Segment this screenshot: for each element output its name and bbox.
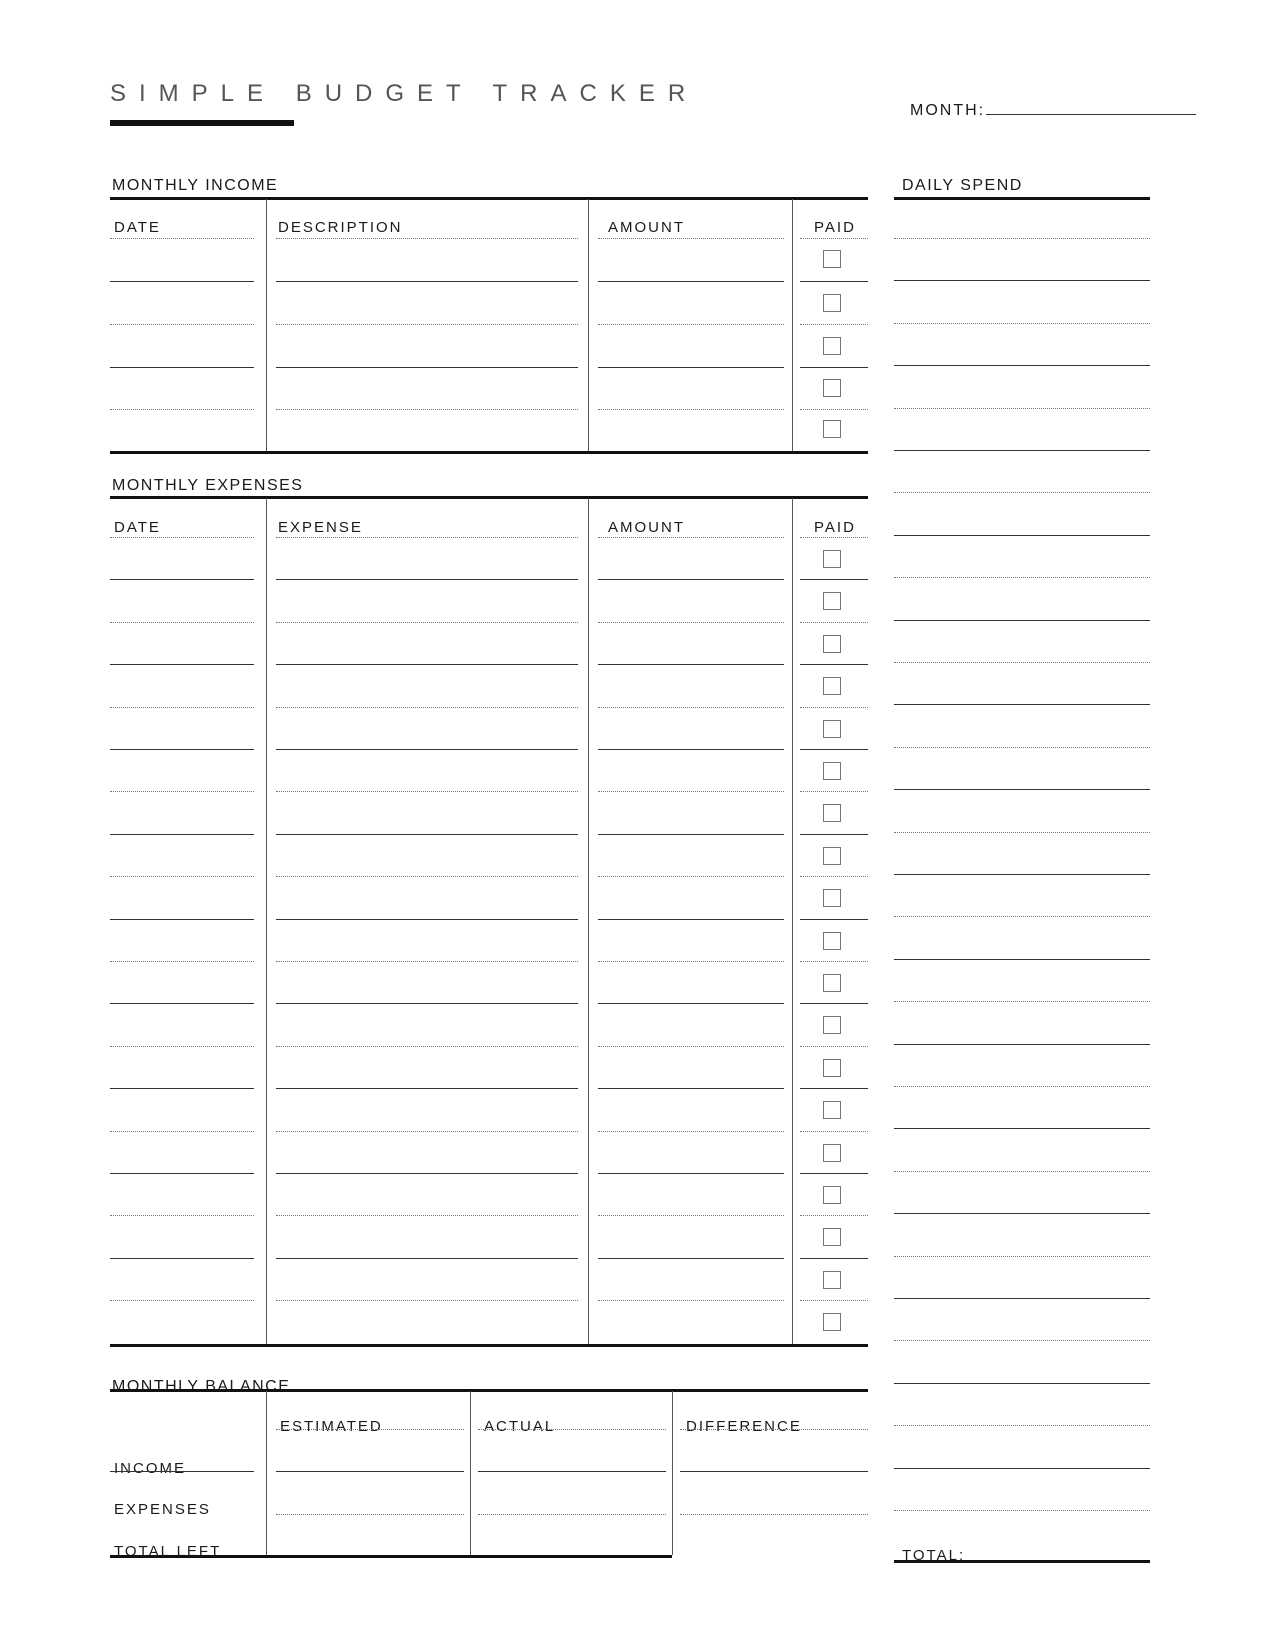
expenses-row-rule <box>598 1131 784 1132</box>
expenses-row-rule <box>598 1088 784 1089</box>
balance-header-difference: DIFFERENCE <box>686 1418 802 1435</box>
expenses-row-rule <box>110 707 254 708</box>
daily-spend-line <box>894 1340 1150 1341</box>
expenses-paid-checkbox[interactable] <box>823 932 841 950</box>
expenses-paid-checkbox[interactable] <box>823 1228 841 1246</box>
month-label: MONTH: <box>910 102 986 119</box>
daily-spend-line <box>894 577 1150 578</box>
balance-column-divider <box>266 1391 267 1555</box>
expenses-row-rule <box>598 537 784 538</box>
balance-header-rule <box>478 1429 666 1430</box>
expenses-row-rule <box>276 664 578 665</box>
expenses-row-rule <box>276 791 578 792</box>
expenses-row-rule <box>598 707 784 708</box>
expenses-row-rule <box>800 537 868 538</box>
income-row-rule <box>800 281 868 282</box>
expenses-row-rule <box>800 1003 868 1004</box>
balance-row-rule <box>478 1514 666 1515</box>
expenses-bottom-rule <box>110 1344 868 1347</box>
daily-spend-line <box>894 789 1150 790</box>
income-row-rule <box>276 281 578 282</box>
expenses-row-rule <box>800 1173 868 1174</box>
expenses-paid-checkbox[interactable] <box>823 592 841 610</box>
expenses-row-rule <box>800 1131 868 1132</box>
daily-spend-line <box>894 1086 1150 1087</box>
income-header-amount: AMOUNT <box>608 219 685 236</box>
expenses-row-rule <box>276 834 578 835</box>
expenses-row-rule <box>598 1215 784 1216</box>
income-row-rule <box>276 238 578 239</box>
expenses-row-rule <box>276 961 578 962</box>
balance-row-rule <box>478 1471 666 1472</box>
income-paid-checkbox[interactable] <box>823 250 841 268</box>
expenses-row-rule <box>276 1300 578 1301</box>
daily-spend-line <box>894 916 1150 917</box>
daily-total-label: TOTAL: <box>902 1547 966 1564</box>
daily-total-rule <box>894 1560 1150 1563</box>
expenses-row-rule <box>800 1258 868 1259</box>
income-row-rule <box>598 324 784 325</box>
daily-spend-line <box>894 1256 1150 1257</box>
income-column-divider <box>588 199 589 451</box>
daily-spend-line <box>894 1044 1150 1045</box>
daily-spend-line <box>894 959 1150 960</box>
balance-row-rule <box>110 1471 254 1472</box>
expenses-paid-checkbox[interactable] <box>823 1313 841 1331</box>
expenses-row-rule <box>110 791 254 792</box>
expenses-top-rule <box>110 496 868 499</box>
expenses-column-divider <box>588 498 589 1344</box>
income-section-title: MONTHLY INCOME <box>112 177 279 194</box>
daily-spend-line <box>894 704 1150 705</box>
expenses-row-rule <box>800 1046 868 1047</box>
expenses-paid-checkbox[interactable] <box>823 635 841 653</box>
expenses-paid-checkbox[interactable] <box>823 1101 841 1119</box>
expenses-row-rule <box>598 834 784 835</box>
balance-row-expenses: EXPENSES <box>114 1501 211 1518</box>
daily-spend-line <box>894 1171 1150 1172</box>
income-row-rule <box>800 409 868 410</box>
expenses-row-rule <box>276 1215 578 1216</box>
daily-spend-line <box>894 1001 1150 1002</box>
expenses-row-rule <box>110 622 254 623</box>
daily-spend-line <box>894 1425 1150 1426</box>
expenses-row-rule <box>598 919 784 920</box>
daily-spend-line <box>894 1468 1150 1469</box>
balance-header-rule <box>276 1429 464 1430</box>
balance-column-divider <box>672 1391 673 1555</box>
expenses-row-rule <box>800 1300 868 1301</box>
daily-spend-line <box>894 1383 1150 1384</box>
expenses-row-rule <box>276 537 578 538</box>
expenses-row-rule <box>276 1131 578 1132</box>
expenses-row-rule <box>598 876 784 877</box>
expenses-row-rule <box>800 707 868 708</box>
expenses-row-rule <box>598 1258 784 1259</box>
expenses-row-rule <box>276 1173 578 1174</box>
expenses-row-rule <box>598 1046 784 1047</box>
daily-spend-line <box>894 1510 1150 1511</box>
daily-spend-line <box>894 450 1150 451</box>
expenses-paid-checkbox[interactable] <box>823 889 841 907</box>
expenses-row-rule <box>598 579 784 580</box>
income-row-rule <box>276 409 578 410</box>
income-paid-checkbox[interactable] <box>823 379 841 397</box>
expenses-paid-checkbox[interactable] <box>823 720 841 738</box>
daily-spend-line <box>894 280 1150 281</box>
expenses-row-rule <box>598 1003 784 1004</box>
daily-top-rule <box>894 197 1150 200</box>
balance-header-estimated: ESTIMATED <box>280 1418 383 1435</box>
daily-spend-line <box>894 620 1150 621</box>
expenses-row-rule <box>110 664 254 665</box>
expenses-row-rule <box>598 622 784 623</box>
income-row-rule <box>110 367 254 368</box>
income-paid-checkbox[interactable] <box>823 294 841 312</box>
expenses-row-rule <box>110 1003 254 1004</box>
income-header-description: DESCRIPTION <box>278 219 403 236</box>
daily-spend-line <box>894 323 1150 324</box>
daily-spend-line <box>894 408 1150 409</box>
income-paid-checkbox[interactable] <box>823 420 841 438</box>
expenses-row-rule <box>110 834 254 835</box>
expenses-row-rule <box>800 919 868 920</box>
balance-header-rule <box>680 1429 868 1430</box>
expenses-paid-checkbox[interactable] <box>823 1186 841 1204</box>
income-row-rule <box>110 324 254 325</box>
expenses-row-rule <box>800 961 868 962</box>
daily-spend-line <box>894 662 1150 663</box>
expenses-row-rule <box>598 1300 784 1301</box>
expenses-row-rule <box>110 1088 254 1089</box>
balance-section-title: MONTHLY BALANCE <box>112 1378 291 1395</box>
expenses-row-rule <box>276 876 578 877</box>
expenses-row-rule <box>276 707 578 708</box>
expenses-header-paid: PAID <box>814 519 856 536</box>
expenses-paid-checkbox[interactable] <box>823 762 841 780</box>
expenses-row-rule <box>110 1215 254 1216</box>
income-paid-checkbox[interactable] <box>823 337 841 355</box>
income-top-rule <box>110 197 868 200</box>
balance-top-rule <box>110 1389 868 1392</box>
expenses-paid-checkbox[interactable] <box>823 974 841 992</box>
expenses-row-rule <box>598 749 784 750</box>
income-row-rule <box>598 367 784 368</box>
expenses-row-rule <box>276 1258 578 1259</box>
daily-spend-line <box>894 1128 1150 1129</box>
expenses-row-rule <box>800 1215 868 1216</box>
income-row-rule <box>800 324 868 325</box>
expenses-row-rule <box>800 749 868 750</box>
expenses-row-rule <box>276 1046 578 1047</box>
expenses-row-rule <box>800 664 868 665</box>
expenses-row-rule <box>110 1258 254 1259</box>
expenses-row-rule <box>110 749 254 750</box>
income-row-rule <box>276 367 578 368</box>
expenses-row-rule <box>598 791 784 792</box>
balance-header-actual: ACTUAL <box>484 1418 556 1435</box>
balance-row-rule <box>276 1471 464 1472</box>
expenses-header-date: DATE <box>114 519 161 536</box>
expenses-row-rule <box>276 1003 578 1004</box>
income-row-rule <box>598 281 784 282</box>
expenses-paid-checkbox[interactable] <box>823 677 841 695</box>
balance-bottom-rule <box>110 1555 672 1558</box>
income-row-rule <box>800 367 868 368</box>
daily-spend-line <box>894 365 1150 366</box>
expenses-column-divider <box>266 498 267 1344</box>
balance-row-total-left: TOTAL LEFT <box>114 1543 222 1560</box>
daily-spend-line <box>894 238 1150 239</box>
income-bottom-rule <box>110 451 868 454</box>
daily-spend-line <box>894 492 1150 493</box>
expenses-row-rule <box>110 1046 254 1047</box>
expenses-row-rule <box>110 919 254 920</box>
expenses-row-rule <box>110 876 254 877</box>
balance-row-rule <box>680 1514 868 1515</box>
expenses-header-expense: EXPENSE <box>278 519 363 536</box>
expenses-row-rule <box>800 1088 868 1089</box>
balance-row-rule <box>276 1514 464 1515</box>
expenses-row-rule <box>800 579 868 580</box>
income-header-date: DATE <box>114 219 161 236</box>
expenses-row-rule <box>276 579 578 580</box>
expenses-row-rule <box>276 622 578 623</box>
daily-spend-line <box>894 535 1150 536</box>
expenses-row-rule <box>110 1300 254 1301</box>
income-row-rule <box>110 238 254 239</box>
daily-spend-line <box>894 747 1150 748</box>
expenses-paid-checkbox[interactable] <box>823 550 841 568</box>
page-title: SIMPLE BUDGET TRACKER <box>110 80 699 107</box>
month-input-line[interactable] <box>986 114 1196 115</box>
expenses-row-rule <box>598 1173 784 1174</box>
expenses-paid-checkbox[interactable] <box>823 1016 841 1034</box>
income-column-divider <box>266 199 267 451</box>
income-row-rule <box>598 409 784 410</box>
expenses-row-rule <box>110 537 254 538</box>
expenses-row-rule <box>110 961 254 962</box>
expenses-row-rule <box>276 749 578 750</box>
expenses-column-divider <box>792 498 793 1344</box>
expenses-section-title: MONTHLY EXPENSES <box>112 477 304 494</box>
expenses-paid-checkbox[interactable] <box>823 847 841 865</box>
balance-row-income: INCOME <box>114 1460 186 1477</box>
daily-spend-line <box>894 1298 1150 1299</box>
expenses-row-rule <box>800 834 868 835</box>
expenses-row-rule <box>598 664 784 665</box>
balance-row-rule <box>680 1471 868 1472</box>
expenses-row-rule <box>110 579 254 580</box>
daily-spend-line <box>894 832 1150 833</box>
expenses-row-rule <box>800 876 868 877</box>
daily-spend-line <box>894 1213 1150 1214</box>
income-row-rule <box>598 238 784 239</box>
expenses-header-amount: AMOUNT <box>608 519 685 536</box>
expenses-row-rule <box>276 1088 578 1089</box>
daily-section-title: DAILY SPEND <box>902 177 1023 194</box>
income-row-rule <box>110 281 254 282</box>
income-column-divider <box>792 199 793 451</box>
expenses-paid-checkbox[interactable] <box>823 804 841 822</box>
daily-spend-line <box>894 874 1150 875</box>
expenses-row-rule <box>110 1131 254 1132</box>
expenses-row-rule <box>598 961 784 962</box>
income-row-rule <box>276 324 578 325</box>
expenses-paid-checkbox[interactable] <box>823 1144 841 1162</box>
expenses-row-rule <box>800 791 868 792</box>
expenses-paid-checkbox[interactable] <box>823 1271 841 1289</box>
balance-column-divider <box>470 1391 471 1555</box>
title-underline <box>110 120 294 126</box>
income-header-paid: PAID <box>814 219 856 236</box>
expenses-paid-checkbox[interactable] <box>823 1059 841 1077</box>
expenses-row-rule <box>110 1173 254 1174</box>
income-row-rule <box>800 238 868 239</box>
income-row-rule <box>110 409 254 410</box>
expenses-row-rule <box>800 622 868 623</box>
expenses-row-rule <box>276 919 578 920</box>
